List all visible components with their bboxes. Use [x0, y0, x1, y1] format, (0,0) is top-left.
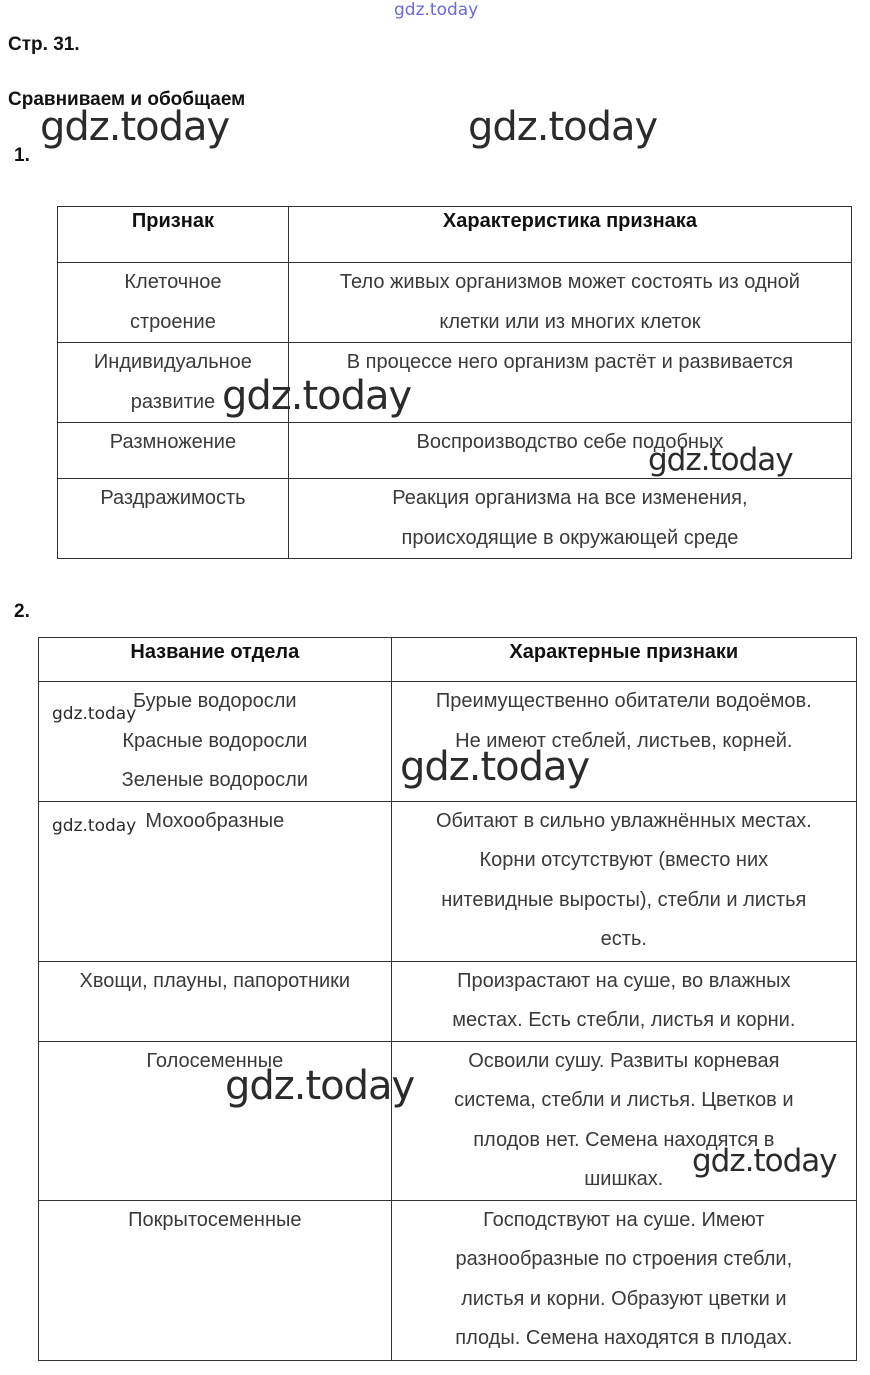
table-row	[39, 1200, 857, 1360]
feature-cell: Размножение	[58, 423, 289, 479]
task-1-number: 1.	[14, 145, 30, 166]
traits-cell: Господствуют на суше. Имеют разнообразные по строения стебли, листья и корни. Образуют цветки и плоды. Семена находятся в плодах.	[391, 1200, 856, 1360]
description-cell: Реакция организма на все изменения, происходящие в окружающей среде	[288, 479, 851, 559]
table-row	[58, 343, 852, 423]
table-row	[39, 961, 857, 1041]
watermark-logo: gdz.today	[394, 0, 479, 20]
traits-cell: Обитают в сильно увлажнённых местах. Корни отсутствуют (вместо них нитевидные выросты), стебли и листья есть.	[391, 801, 856, 961]
task-1-table	[57, 206, 852, 559]
division-cell: Бурые водоросли Красные водоросли Зеленые водоросли	[39, 682, 392, 802]
task-2-number: 2.	[14, 601, 30, 622]
watermark-logo: gdz.today	[222, 373, 412, 419]
description-cell: Тело живых организмов может состоять из одной клетки или из многих клеток	[288, 263, 851, 343]
column-header: Признак	[58, 207, 289, 263]
traits-cell: Преимущественно обитатели водоёмов. Не имеют стеблей, листьев, корней.	[391, 682, 856, 802]
column-header: Характеристика признака	[288, 207, 851, 263]
feature-cell: Индивидуальное развитие	[58, 343, 289, 423]
table-row	[39, 801, 857, 961]
watermark-logo: gdz.today	[40, 104, 230, 150]
division-cell: Мохообразные	[39, 801, 392, 961]
column-header: Характерные признаки	[391, 638, 856, 682]
feature-cell: Раздражимость	[58, 479, 289, 559]
watermark-logo: gdz.today	[468, 104, 658, 150]
description-cell: Воспроизводство себе подобных	[288, 423, 851, 479]
division-cell: Голосеменные	[39, 1041, 392, 1200]
column-header: Название отдела	[39, 638, 392, 682]
watermark-logo: gdz.today	[648, 442, 793, 478]
section-title: Сравниваем и обобщаем	[8, 89, 246, 110]
table-header-row	[39, 638, 857, 682]
watermark-logo: gdz.today	[400, 744, 590, 790]
division-cell: Хвощи, плауны, папоротники	[39, 961, 392, 1041]
watermark-logo: gdz.today	[225, 1063, 415, 1109]
table-row	[58, 263, 852, 343]
traits-cell: Произрастают на суше, во влажных местах. Есть стебли, листья и корни.	[391, 961, 856, 1041]
traits-cell: Освоили сушу. Развиты корневая система, стебли и листья. Цветков и плодов нет. Семена находятся в шишках.	[391, 1041, 856, 1200]
page-label: Стр. 31.	[8, 34, 80, 55]
watermark-logo: gdz.today	[52, 704, 137, 724]
watermark-logo: gdz.today	[52, 816, 137, 836]
description-cell: В процессе него организм растёт и развивается	[288, 343, 851, 423]
table-row	[58, 479, 852, 559]
division-cell: Покрытосеменные	[39, 1200, 392, 1360]
watermark-logo: gdz.today	[692, 1143, 837, 1179]
feature-cell: Клеточное строение	[58, 263, 289, 343]
table-header-row	[58, 207, 852, 263]
